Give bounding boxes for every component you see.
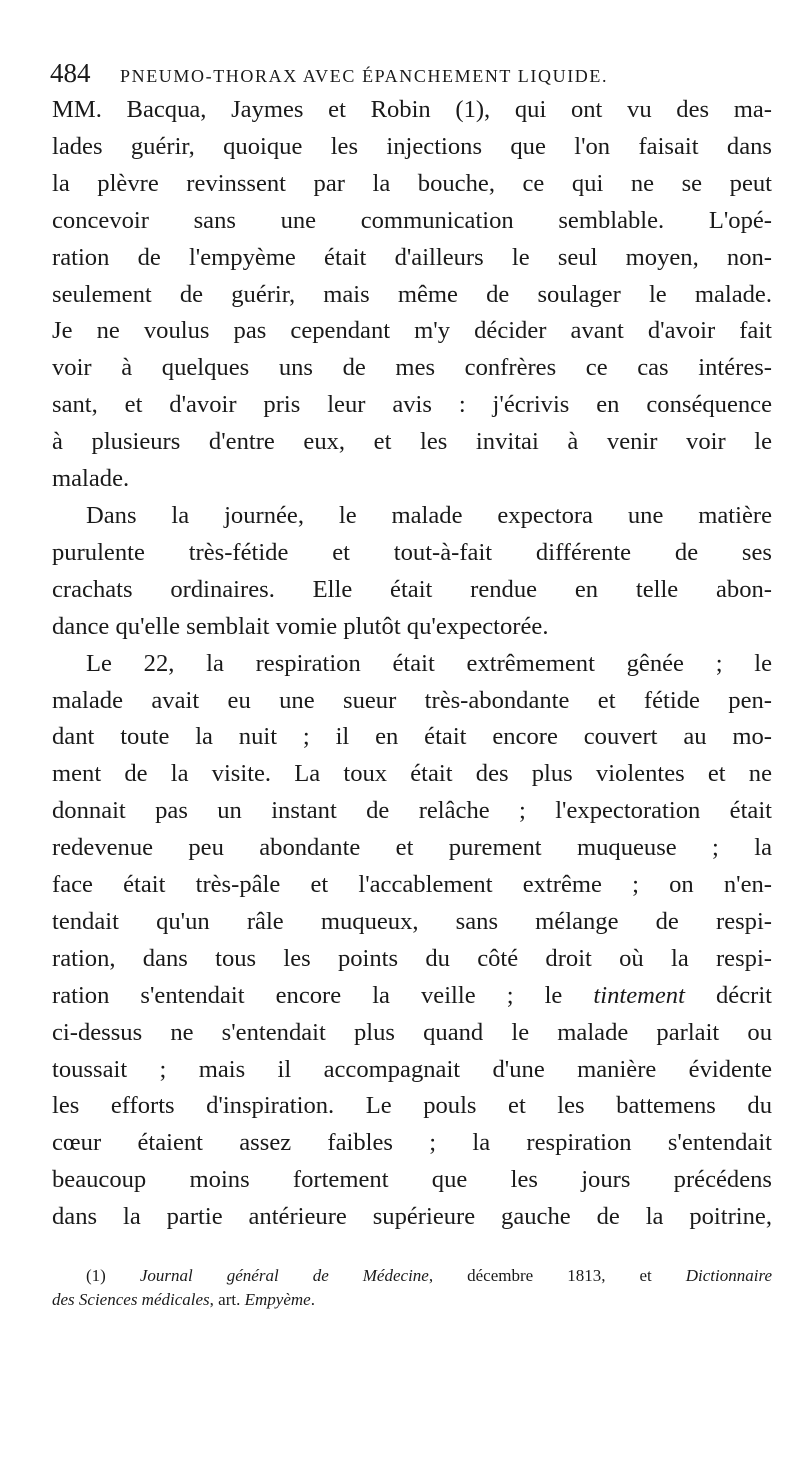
footnote-line <box>52 1264 772 1288</box>
text-line: beaucoup moins fortement que les jours précédens <box>52 1166 772 1194</box>
text-line: cœur étaient assez faibles ; la respiration s'entendait <box>52 1129 772 1157</box>
text-line: toussait ; mais il accompagnait d'une manière évidente <box>52 1055 772 1083</box>
text-line: dans la partie antérieure supérieure gauche de la poitrine, <box>52 1203 772 1231</box>
text-line-with-italic <box>52 978 772 1015</box>
text-line: dance qu'elle semblait vomie plutôt qu'expectorée. <box>52 612 549 640</box>
footnote-dictionary: Dictionnaire <box>685 1266 773 1286</box>
text-line: sant, et d'avoir pris leur avis : j'écrivis en conséquence <box>52 391 772 419</box>
text-line: seulement de guérir, mais même de soulager le malade. <box>52 280 772 308</box>
footnote-date: , décembre 1813, et <box>428 1266 652 1286</box>
footnote <box>52 1264 772 1312</box>
text-line: voir à quelques uns de mes confrères ce cas intéres- <box>52 354 772 382</box>
text-line: dant toute la nuit ; il en était encore couvert au mo- <box>52 723 772 751</box>
book-page <box>52 58 772 1312</box>
footnote-dictionary-cont: des Sciences médicales <box>52 1290 210 1310</box>
footnote-journal: Journal général de Médecine <box>139 1266 429 1286</box>
paragraph-3 <box>52 646 772 1237</box>
text-line: redevenue peu abondante et purement muqueuse ; la <box>52 834 772 862</box>
paragraph-1 <box>52 92 772 498</box>
footnote-separator <box>52 1236 772 1264</box>
text-segment: décrit <box>716 981 772 1009</box>
footnote-end: . <box>310 1290 315 1310</box>
running-head <box>52 58 772 92</box>
footnote-mark: (1) <box>86 1266 106 1286</box>
text-line: crachats ordinaires. Elle était rendue en telle abon- <box>52 575 772 603</box>
text-line: malade avait eu une sueur très-abondante et fétide pen- <box>52 686 772 714</box>
text-line: face était très-pâle et l'accablement extrême ; on n'en- <box>52 871 772 899</box>
text-line: ration de l'empyème était d'ailleurs le seul moyen, non- <box>52 243 772 271</box>
text-line: ment de la visite. La toux était des plus violentes et ne <box>52 760 772 788</box>
text-line: la plèvre revinssent par la bouche, ce qui ne se peut <box>52 169 772 197</box>
text-line: malade. <box>52 465 130 493</box>
text-line: ci-dessus ne s'entendait plus quand le malade parlait ou <box>52 1018 772 1046</box>
footnote-article-prefix: , art. <box>209 1290 241 1310</box>
text-line: MM. Bacqua, Jaymes et Robin (1), qui ont vu des ma- <box>52 96 772 123</box>
page-number: 484 <box>50 58 91 88</box>
text-line: tendait qu'un râle muqueux, sans mélange de respi- <box>52 907 772 935</box>
text-line: purulente très-fétide et tout-à-fait différente de ses <box>52 538 772 566</box>
main-text <box>52 92 772 1236</box>
text-line: Le 22, la respiration était extrêmement gênée ; le <box>86 649 772 677</box>
text-line: concevoir sans une communication semblable. L'opé- <box>52 206 772 234</box>
italic-term: tintement <box>593 981 685 1009</box>
footnote-line <box>52 1288 772 1312</box>
running-title: PNEUMO-THORAX AVEC ÉPANCHEMENT LIQUIDE. <box>120 66 609 86</box>
text-line: ration, dans tous les points du côté droit où la respi- <box>52 944 772 972</box>
text-line: à plusieurs d'entre eux, et les invitai à venir voir le <box>52 428 772 456</box>
text-line: Dans la journée, le malade expectora une matière <box>86 501 772 529</box>
text-line: les efforts d'inspiration. Le pouls et les battemens du <box>52 1092 772 1120</box>
footnote-article-title: Empyème <box>244 1290 311 1310</box>
text-line: donnait pas un instant de relâche ; l'expectoration était <box>52 797 772 825</box>
paragraph-2 <box>52 498 772 646</box>
text-line: Je ne voulus pas cependant m'y décider avant d'avoir fait <box>52 317 772 345</box>
text-segment: ration s'entendait encore la veille ; le <box>52 981 563 1009</box>
text-line: lades guérir, quoique les injections que l'on faisait dans <box>52 132 772 160</box>
